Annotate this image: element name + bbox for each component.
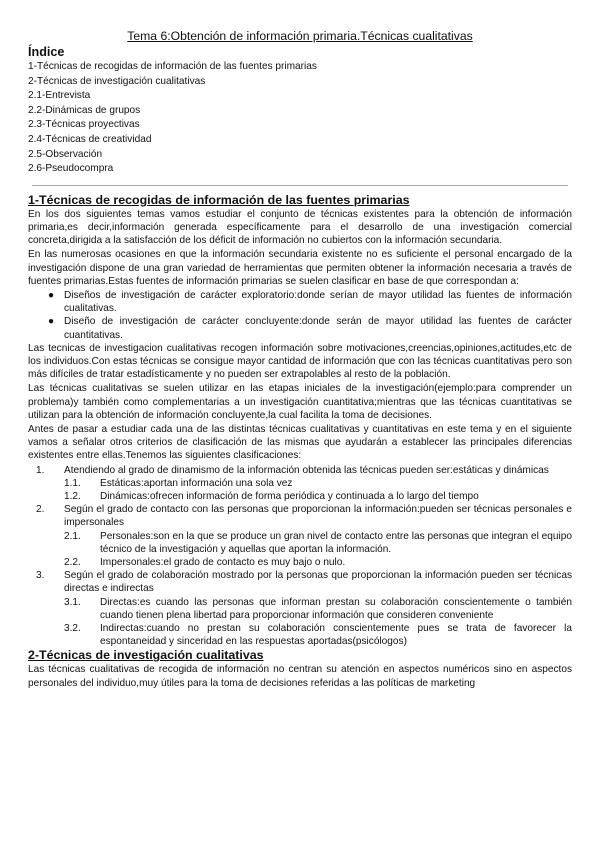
paragraph: Las tecnicas de investigacion cualitativas recogen información sobre motivaciones,creencias,opiniones,actitudes,etc de los individuos.Con estas técnicas se consigue mayor cantidad de información que con las técnicas cuantitativas pero son más difíciles de tratar estadísticamente y no pueden ser extrapolables al resto de la población. [28,342,572,381]
sub-item [64,490,572,503]
bullet-text: Diseño de investigación de carácter concluyente:donde serán de mayor utilidad las fuentes de carácter cuantitativas. [64,316,572,341]
index-item: 2.4-Técnicas de creatividad [28,133,152,145]
item-text: Atendiendo al grado de dinamismo de la información obtenida las técnicas pueden ser:estáticas y dinámicas [64,464,549,476]
section-1-heading: 1-Técnicas de recogidas de información de las fuentes primarias [28,192,410,207]
sub-item-text: Personales:son en la que se produce un gran nivel de contacto entre las personas que integran el equipo técnico de la investigación y aquellas que aportan la información. [100,530,572,555]
item-number: 1. [36,464,45,476]
classification-item [28,569,572,648]
paragraph: Las técnicas cualitativas se suelen utilizar en las etapas iniciales de la investigación(ejemplo:para comprender un problema)y también como complementarias a un investigación cuantitativa;mientras que las técnicas cuantitativas se utilizan para la obtención de información concluyente,la cual facilita la toma de decisiones. [28,383,572,421]
classification-item [28,503,572,569]
sub-item-text: Estáticas:aportan información una sola vez [100,477,293,489]
bullet-dot-icon: ● [48,289,55,301]
sub-item [64,477,572,490]
index-item: 2.2-Dinámicas de grupos [28,104,141,116]
sub-item-number: 2.1. [64,530,81,542]
index-item: 2.3-Técnicas proyectivas [28,119,140,131]
sub-item-number: 3.2. [64,623,81,635]
index-item: 1-Técnicas de recogidas de información de las fuentes primarias [28,61,317,72]
item-number: 2. [36,504,45,516]
bullet-item [28,289,572,315]
sub-item-number: 3.1. [64,596,81,608]
index-item: 2-Técnicas de investigación cualitativas [28,75,206,87]
sub-item-text: Directas:es cuando las personas que informan prestan su colaboración conscientemente o también cuando tienen plena libertad para proporcionar información que consideren conveniente [100,596,572,621]
section-2-heading: 2-Técnicas de investigación cualitativas [28,648,264,663]
sub-item-number: 1.1. [64,477,81,489]
bullet-list [28,289,572,342]
sub-item-number: 1.2. [64,491,81,503]
paragraph: En las numerosas ocasiones en que la información secundaria existente no es suficiente el personal encargado de la investigación dispone de una gran variedad de herramientas que permiten obtener la información necesaria a través de fuentes primarias.Estas fuentes de información primarias se suelen clasificar en base de que correspondan a: [28,249,572,287]
sub-item-number: 2.2. [64,557,81,569]
bullet-dot-icon: ● [48,316,55,328]
index-item: 2.1-Entrevista [28,90,91,102]
index-heading: Índice [28,45,65,59]
sub-item-text: Indirectas:cuando no prestan su colaboración conscientemente pues se trata de favorecer la espontaneidad y sinceridad en las respuestas aportadas(psicólogos) [100,623,572,648]
paragraph: Las técnicas cualitativas de recogida de información no centran su atención en aspectos numéricos sino en aspectos personales del individuo,muy útiles para la toma de decisiones referidas a las políticas de marketing [28,664,572,689]
sub-list [64,530,572,570]
item-text: Según el grado de contacto con las personas que proporcionan la información:pueden ser técnicas personales e impersonales [64,504,572,529]
bullet-text: Diseños de investigación de carácter exploratorio:donde serían de mayor utilidad las fuentes de información cualitativas. [64,289,572,315]
paragraph: En los dos siguientes temas vamos estudiar el conjunto de técnicas existentes para la obtención de información primaria,es decir,información generada específicamente para el desarrollo de una investigación comercial concreta,dirigida a la satisfacción de los déficit de información no cubiertos con la información secundaria. [28,208,572,247]
index-list [28,60,572,177]
sub-item-text: Dinámicas:ofrecen información de forma periódica y continuada a lo largo del tiempo [100,491,479,503]
index-item: 2.6-Pseudocompra [28,163,114,175]
classification-list [28,464,572,649]
sub-list [64,477,572,503]
sub-item [64,530,572,556]
item-number: 3. [36,570,45,582]
sub-item-text: Impersonales:el grado de contacto es muy bajo o nulo. [100,557,346,569]
sub-item [64,556,572,569]
classification-item [28,464,572,504]
sub-item [64,622,572,648]
paragraph: Antes de pasar a estudiar cada una de las distintas técnicas cualitativas y cuantitativas en este tema y en el siguiente vamos a señalar otros criterios de clasificación de las mismas que ayudarán a establecer las principales diferencias existentes entre ellas.Tenemos las siguientes clasificaciones: [28,424,572,462]
document-title: Tema 6:Obtención de información primaria.Técnicas cualitativas [127,29,473,43]
bullet-item [28,315,572,341]
sub-item [64,596,572,622]
sub-list [64,596,572,649]
item-text: Según el grado de colaboración mostrado por la personas que proporcionan la información pueden ser técnicas directas e indirectas [64,570,572,595]
index-item: 2.5-Observación [28,148,103,160]
section-divider [32,185,568,186]
